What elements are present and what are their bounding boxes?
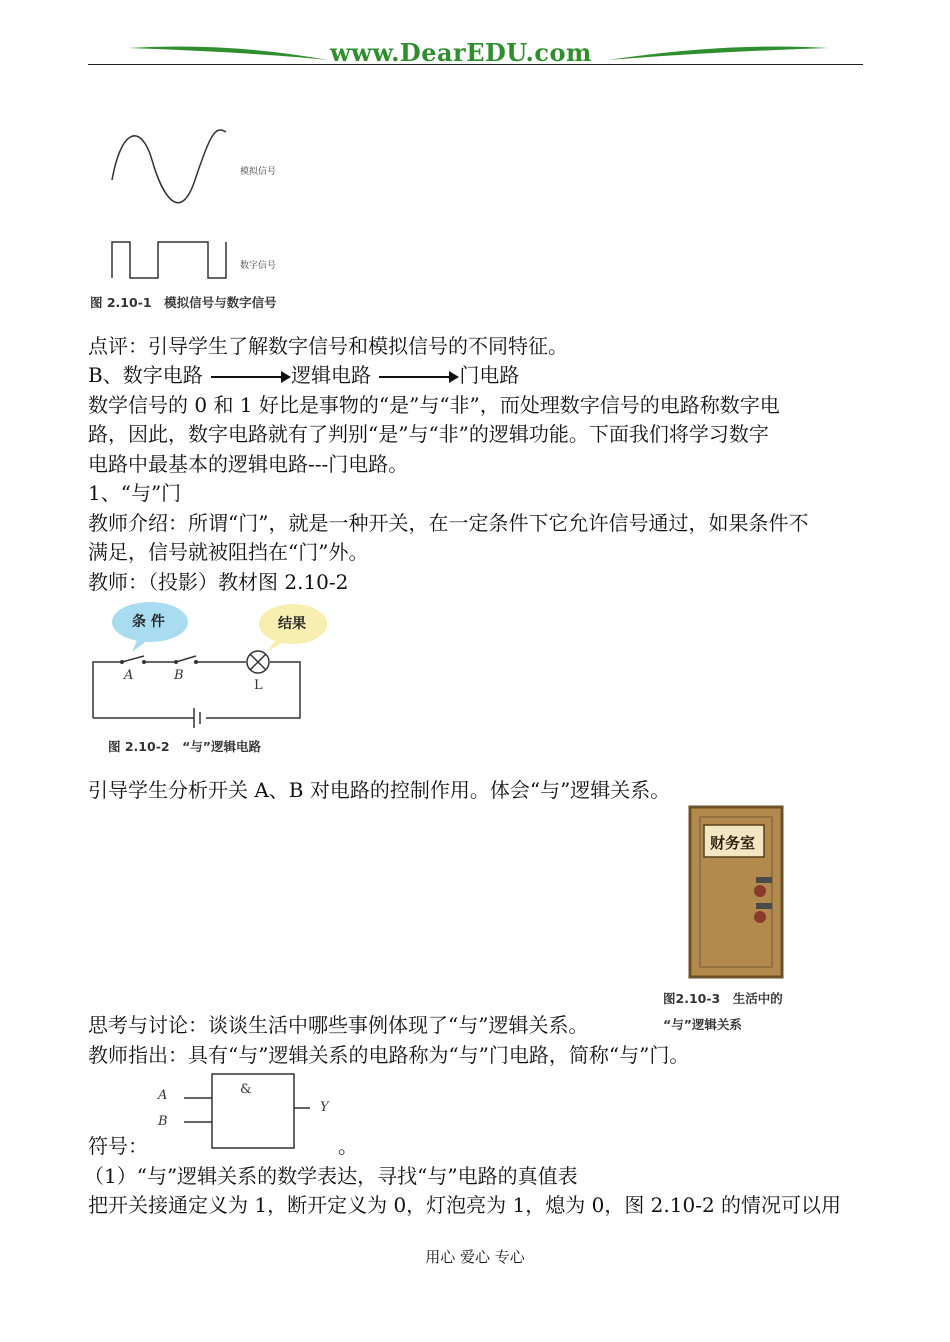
- door-sign-text: 财务室: [710, 834, 756, 852]
- gate-symbol-text: &: [240, 1082, 252, 1097]
- text-line: 电路中最基本的逻辑电路---门电路。: [88, 452, 409, 476]
- figure-analog-digital: [90, 120, 300, 315]
- figure-door: [660, 805, 810, 1035]
- figure-and-circuit: [88, 600, 348, 760]
- digital-label: 数字信号: [240, 261, 277, 271]
- text-line: 路，因此，数字电路就有了判别“是”与“非”的逻辑功能。下面我们将学习数字: [88, 422, 769, 446]
- text-line: 教师：（投影）教材图 2.10-2: [88, 570, 349, 594]
- text-line: （1）“与”逻辑关系的数学表达，寻找“与”电路的真值表: [84, 1164, 578, 1188]
- symbol-line: [88, 1132, 868, 1162]
- cloud-condition-text: 条 件: [132, 614, 165, 630]
- page-footer: 用心 爱心 专心: [425, 1248, 525, 1266]
- gate-input-b: B: [158, 1114, 168, 1129]
- analog-label: 模拟信号: [240, 167, 277, 177]
- switch-a-label: A: [124, 668, 134, 683]
- text-line: 把开关接通定义为 1，断开定义为 0，灯泡亮为 1，熄为 0，图 2.10-2 的情况可以用: [88, 1193, 842, 1217]
- text-line: 教师指出：具有“与”逻辑关系的电路称为“与”门电路，简称“与”门。: [88, 1043, 690, 1067]
- figure-caption: 图2.10-3 生活中的: [663, 991, 783, 1006]
- text-line: 数学信号的 0 和 1 好比是事物的“是”与“非”，而处理数字信号的电路称数字电: [88, 393, 780, 417]
- symbol-period: 。: [338, 1134, 358, 1158]
- gate-output: Y: [320, 1100, 329, 1115]
- text-line: 引导学生分析开关 A、B 对电路的控制作用。体会“与”逻辑关系。: [88, 778, 671, 802]
- figure-caption: 图 2.10-1 模拟信号与数字信号: [90, 295, 277, 310]
- text-line: 思考与讨论：谈谈生活中哪些事例体现了“与”逻辑关系。: [88, 1013, 589, 1037]
- gate-input-a: A: [158, 1088, 168, 1103]
- chain-logic: 逻辑电路: [291, 363, 372, 387]
- symbol-label: 符号：: [88, 1134, 148, 1158]
- switch-b-label: B: [174, 668, 184, 683]
- header-rule: [88, 64, 863, 65]
- figure-caption: 图 2.10-2 “与”逻辑电路: [108, 739, 262, 754]
- text-line: 满足，信号就被阻挡在“门”外。: [88, 540, 369, 564]
- arrow-right-icon: [379, 376, 457, 378]
- header-url[interactable]: www.DearEDU.com: [330, 38, 592, 67]
- arrow-right-icon: [211, 376, 289, 378]
- chain-line: [88, 361, 868, 391]
- figure-caption: “与”逻辑关系: [663, 1017, 742, 1032]
- text-line: 教师介绍：所谓“门”，就是一种开关，在一定条件下它允许信号通过，如果条件不: [88, 511, 809, 535]
- chain-digital: B、数字电路: [88, 363, 203, 387]
- section-heading: 1、“与”门: [88, 481, 182, 505]
- lamp-label: L: [254, 678, 263, 693]
- comment-paragraph: 点评：引导学生了解数字信号和模拟信号的不同特征。: [88, 334, 568, 358]
- chain-gate: 门电路: [459, 363, 520, 387]
- cloud-result-text: 结果: [278, 616, 306, 632]
